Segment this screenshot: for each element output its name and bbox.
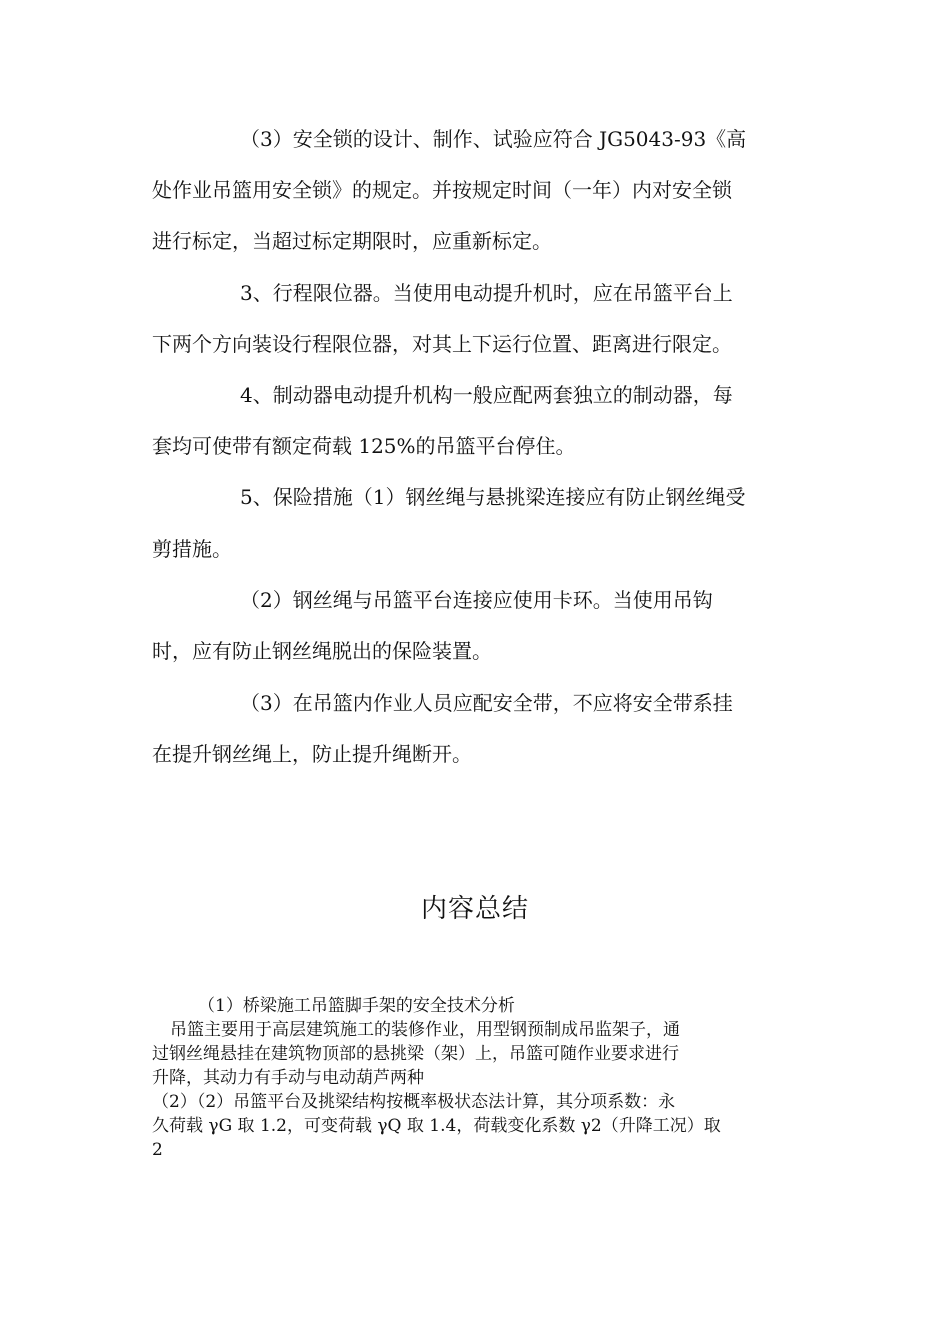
paragraph-line: 处作业吊篮用安全锁》的规定。并按规定时间（一年）内对安全锁 bbox=[152, 178, 732, 202]
paragraph-line: 剪措施。 bbox=[152, 537, 232, 561]
paragraph-line: 在提升钢丝绳上，防止提升绳断开。 bbox=[152, 742, 472, 766]
summary-line: （1）桥梁施工吊篮脚手架的安全技术分析 bbox=[198, 996, 515, 1016]
summary-line: 久荷载 γG 取 1.2，可变荷载 γQ 取 1.4，荷载变化系数 γ2（升降工况）取 bbox=[152, 1116, 721, 1136]
summary-line: 2 bbox=[152, 1140, 163, 1160]
summary-title: 内容总结 bbox=[420, 894, 529, 924]
paragraph-line: 5、保险措施（1）钢丝绳与悬挑梁连接应有防止钢丝绳受 bbox=[240, 485, 746, 509]
paragraph-line: （3）在吊篮内作业人员应配安全带，不应将安全带系挂 bbox=[240, 691, 733, 715]
summary-line: （2）（2）吊篮平台及挑梁结构按概率极状态法计算，其分项系数：永 bbox=[152, 1092, 676, 1112]
paragraph-line: 时，应有防止钢丝绳脱出的保险装置。 bbox=[152, 639, 492, 663]
paragraph-line: 进行标定，当超过标定期限时，应重新标定。 bbox=[152, 229, 552, 253]
summary-line: 升降，其动力有手动与电动葫芦两种 bbox=[152, 1068, 424, 1088]
paragraph-line: 套均可使带有额定荷载 125%的吊篮平台停住。 bbox=[152, 434, 576, 458]
paragraph-line: （2）钢丝绳与吊篮平台连接应使用卡环。当使用吊钩 bbox=[240, 588, 713, 612]
summary-line: 过钢丝绳悬挂在建筑物顶部的悬挑梁（架）上，吊篮可随作业要求进行 bbox=[152, 1044, 679, 1064]
paragraph-line: 3、行程限位器。当使用电动提升机时，应在吊篮平台上 bbox=[240, 281, 733, 305]
paragraph-line: （3）安全锁的设计、制作、试验应符合 JG5043-93《高 bbox=[240, 127, 747, 151]
summary-line: 吊篮主要用于高层建筑施工的装修作业，用型钢预制成吊监架子，通 bbox=[170, 1020, 680, 1040]
paragraph-line: 4、制动器电动提升机构一般应配两套独立的制动器，每 bbox=[240, 383, 733, 407]
paragraph-line: 下两个方向装设行程限位器，对其上下运行位置、距离进行限定。 bbox=[152, 332, 732, 356]
